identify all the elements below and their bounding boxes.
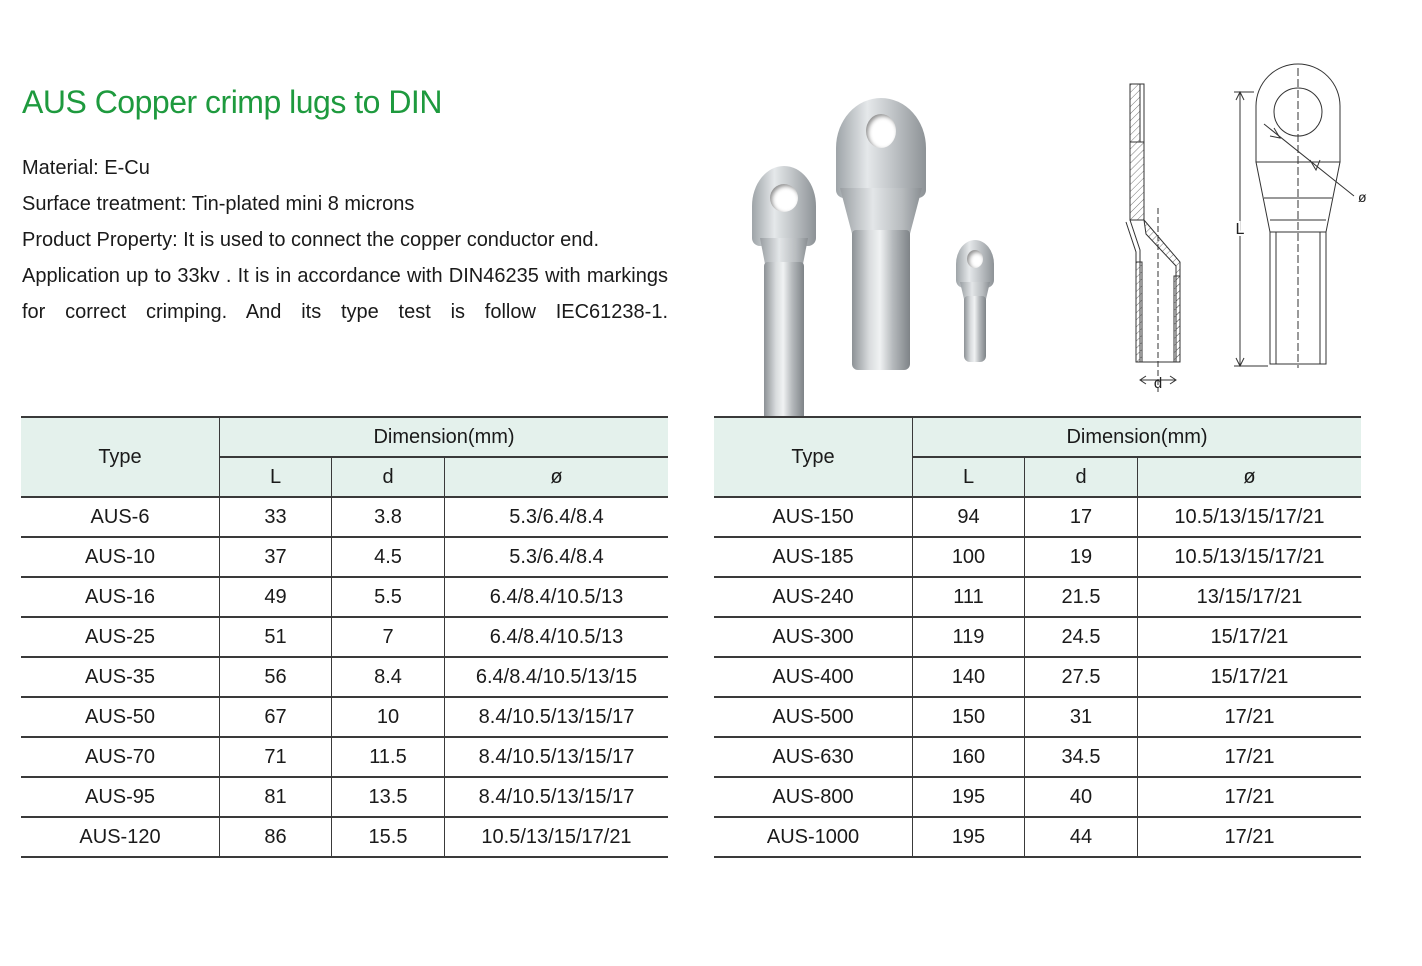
material-text: Material: E-Cu (22, 157, 150, 179)
table-row: AUS-240 111 21.5 13/15/17/21 (714, 577, 1361, 617)
page-title: AUS Copper crimp lugs to DIN (22, 84, 442, 120)
dimension-header: Dimension(mm) (913, 417, 1362, 457)
length-label: L (1235, 221, 1245, 238)
dimension-header: Dimension(mm) (220, 417, 669, 457)
dimension-table-right (714, 416, 1361, 858)
table-row: AUS-16 49 5.5 6.4/8.4/10.5/13 (21, 577, 668, 617)
table-row: AUS-1000 195 44 17/21 (714, 817, 1361, 857)
technical-drawing (1118, 62, 1378, 398)
l-header: L (913, 457, 1025, 497)
hole-label: ø (1358, 189, 1367, 205)
d-header: d (1025, 457, 1138, 497)
side-section-view (1126, 84, 1180, 392)
table-row: AUS-500 150 31 17/21 (714, 697, 1361, 737)
table-row: AUS-120 86 15.5 10.5/13/15/17/21 (21, 817, 668, 857)
table-row: AUS-630 160 34.5 17/21 (714, 737, 1361, 777)
table-row: AUS-50 67 10 8.4/10.5/13/15/17 (21, 697, 668, 737)
table-row: AUS-10 37 4.5 5.3/6.4/8.4 (21, 537, 668, 577)
product-photo (742, 88, 1032, 378)
table-row: AUS-400 140 27.5 15/17/21 (714, 657, 1361, 697)
surface-treatment-text: Surface treatment: Tin-plated mini 8 microns (22, 193, 415, 215)
type-header: Type (21, 417, 220, 497)
table-row: AUS-300 119 24.5 15/17/21 (714, 617, 1361, 657)
table-row: AUS-150 94 17 10.5/13/15/17/21 (714, 497, 1361, 537)
table-row: AUS-800 195 40 17/21 (714, 777, 1361, 817)
table-row: AUS-95 81 13.5 8.4/10.5/13/15/17 (21, 777, 668, 817)
d-header: d (332, 457, 445, 497)
product-property-text: Product Property: It is used to connect the copper conductor end. (22, 229, 600, 251)
front-view (1234, 64, 1354, 368)
product-description (22, 150, 668, 330)
table-row: AUS-25 51 7 6.4/8.4/10.5/13 (21, 617, 668, 657)
table-row: AUS-6 33 3.8 5.3/6.4/8.4 (21, 497, 668, 537)
lug-large-image (836, 98, 926, 368)
phi-header: ø (1138, 457, 1362, 497)
lug-medium-image (752, 166, 816, 366)
table-row: AUS-35 56 8.4 6.4/8.4/10.5/13/15 (21, 657, 668, 697)
phi-header: ø (445, 457, 669, 497)
diameter-label: d (1153, 375, 1163, 392)
lug-small-image (956, 240, 994, 362)
type-header: Type (714, 417, 913, 497)
table-row: AUS-185 100 19 10.5/13/15/17/21 (714, 537, 1361, 577)
dimension-table-left (21, 416, 668, 858)
table-row: AUS-70 71 11.5 8.4/10.5/13/15/17 (21, 737, 668, 777)
l-header: L (220, 457, 332, 497)
application-text: Application up to 33kv . It is in accordance with DIN46235 with markings for correct crimping. And its type test is follow IEC61238-1. (22, 265, 668, 323)
